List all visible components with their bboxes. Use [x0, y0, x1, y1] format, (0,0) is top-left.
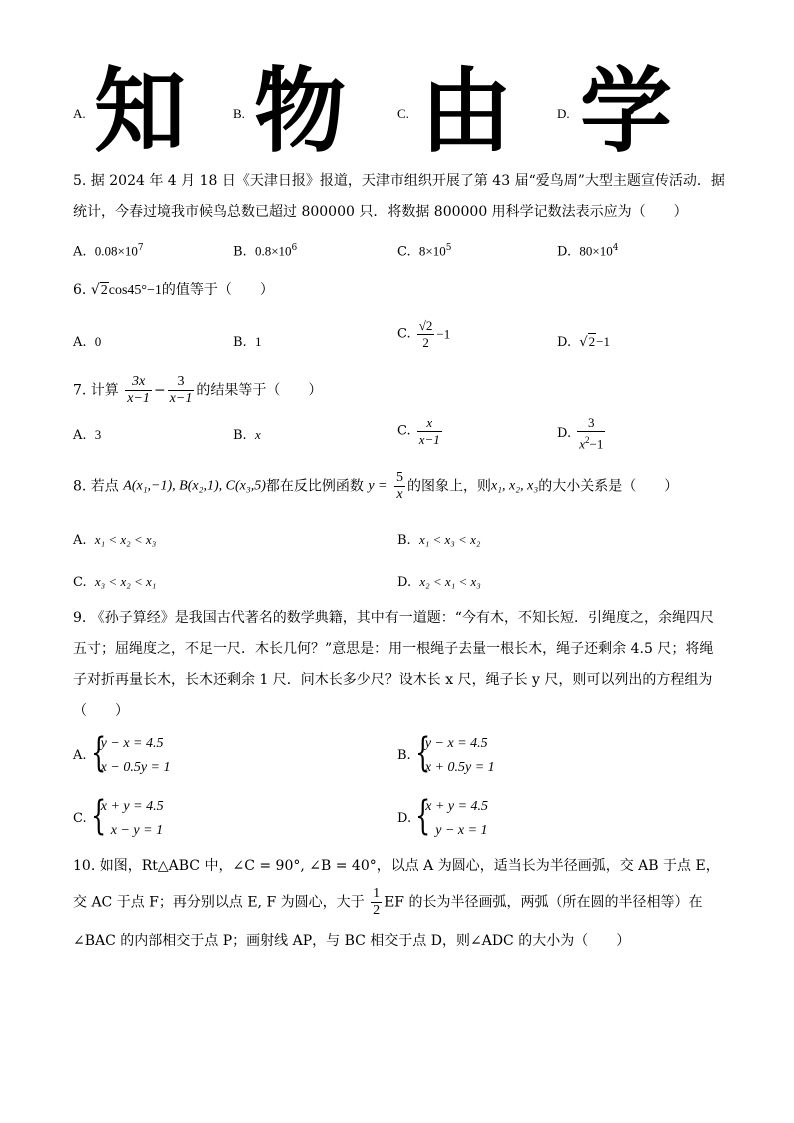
q8-function-lhs: y = — [368, 478, 388, 494]
q8-function-denominator: x — [396, 487, 403, 502]
q7-fraction-2 — [168, 374, 195, 407]
q7-option-d — [557, 415, 607, 453]
q5-option-b-base: 0.8×10 — [254, 243, 292, 259]
q6-stem — [73, 281, 723, 300]
q8-option-c-text: x₃ < x₂ < x₁ — [94, 574, 157, 589]
q7-option-a-value: 3 — [94, 427, 102, 442]
q5-option-b-label: B. — [233, 244, 247, 260]
q7-fraction-1 — [125, 374, 152, 407]
q9-option-c-eq2: x − y = 1 — [110, 823, 164, 838]
q6-option-a — [73, 333, 101, 352]
q7-stem — [73, 374, 723, 407]
q7-option-c-label: C. — [397, 423, 411, 439]
q7-option-b-value: x — [254, 427, 261, 442]
q5-stem — [73, 166, 725, 228]
q5-option-a-label: A. — [73, 244, 87, 260]
q9-option-b-eq1: y − x = 4.5 — [424, 736, 488, 751]
q9-option-c-eq1: x + y = 4.5 — [100, 799, 164, 814]
q7-option-c — [397, 415, 444, 448]
q7-option-c-fraction — [417, 415, 442, 448]
q5-option-c — [397, 239, 451, 261]
q7-option-d-denominator — [577, 432, 605, 453]
q6-option-c-tail: −1 — [436, 326, 451, 342]
q8-function-numerator: 5 — [395, 470, 403, 485]
q8-option-c — [73, 573, 156, 592]
q6-option-d-tail: −1 — [596, 334, 610, 349]
q4-option-a-glyph: 知 — [94, 58, 187, 165]
q9-option-b-brace: { — [414, 730, 431, 776]
q7-suffix: 的结果等于（ ） — [196, 382, 323, 399]
q6-option-c-label: C. — [397, 326, 411, 342]
q9-line-1: 9. 《孙子算经》是我国古代著名的数学典籍，其中有一道题：“今有木，不知长短．引绳度之，余绳四尺 — [73, 610, 714, 626]
q10-line-2-pre: 交 AC 于点 F；再分别以点 E, F 为圆心，大于 — [73, 894, 365, 911]
q6-option-d-sqrt: √2 — [579, 334, 596, 350]
q5-option-a-base: 0.08×10 — [94, 243, 138, 259]
q6-option-a-label: A. — [73, 335, 87, 350]
q8-tail: 的图象上，则 — [406, 478, 491, 495]
q7-fraction-1-numerator: 3x — [125, 374, 152, 391]
q8-function-fraction — [394, 470, 405, 503]
q6-option-b-value: 1 — [254, 334, 262, 349]
q6-number: 6. — [73, 282, 87, 298]
q10-line-2-post: EF 的长为半径画弧，两弧（所在圆的半径相等）在 — [384, 894, 703, 911]
q7-option-c-denominator: x−1 — [418, 432, 440, 447]
q5-option-d-label: D. — [557, 244, 572, 260]
q5-option-d-base: 80×10 — [579, 243, 613, 259]
q7-option-b-label: B. — [233, 428, 247, 443]
q9-option-b — [397, 732, 495, 780]
q6-option-d-radicand: 2 — [588, 334, 596, 349]
q9-option-c-brace: { — [90, 793, 107, 839]
q5-option-c-label: C. — [397, 244, 411, 260]
q9-option-a — [73, 732, 171, 780]
q8-prefix: 8. 若点 — [73, 478, 119, 495]
q9-option-c-system — [91, 795, 164, 843]
q9-option-a-eq1: y − x = 4.5 — [100, 736, 164, 751]
q8-option-a-label: A. — [73, 533, 87, 548]
q8-vars: x₁, x₂, x₃ — [490, 478, 539, 494]
q8-option-a — [73, 531, 156, 550]
q8-option-c-label: C. — [73, 575, 87, 590]
q9-option-d-system — [415, 795, 488, 843]
q10-half-denominator: 2 — [373, 903, 381, 918]
q10-line-3: ∠BAC 的内部相交于点 P；画射线 AP，与 BC 相交于点 D，则∠ADC 的大小为（ ） — [73, 933, 631, 949]
q8-option-b — [397, 531, 480, 550]
q8-mid: 都在反比例函数 — [265, 478, 364, 495]
q6-option-c — [397, 318, 450, 351]
q6-expression: cos45°−1 — [108, 283, 162, 298]
q8-option-d-text: x₂ < x₁ < x₃ — [419, 574, 481, 589]
q7-option-b — [233, 426, 261, 445]
q5-option-a-exp: 7 — [137, 243, 144, 253]
q7-option-d-fraction — [577, 415, 605, 453]
q9-line-3: 子对折再量长木，长木还剩余 1 尺．问木长多少尺？设木长 x 尺，绳子长 y 尺，则可以列出的方程组为 — [73, 672, 713, 688]
q5-option-d — [557, 239, 618, 261]
q8-points: A(x₁,−1), B(x₂,1), C(x₃,5) — [123, 478, 266, 494]
q5-line-1: 5. 据 2024 年 4 月 18 日《天津日报》报道，天津市组织开展了第 43 届“爱鸟周”大型主题宣传活动．据 — [73, 173, 725, 189]
q4-option-a-label: A. — [73, 106, 86, 121]
q7-prefix: 7. 计算 — [73, 382, 119, 399]
q10-line-1: 10. 如图，Rt△ABC 中，∠C = 90°, ∠B = 40°，以点 A 为圆心，适当长为半径画弧，交 AB 于点 E， — [73, 858, 720, 874]
q7-fraction-2-numerator: 3 — [168, 374, 195, 391]
q6-radicand: 2 — [100, 283, 108, 298]
q6-option-b — [233, 333, 261, 352]
q6-option-d-label: D. — [557, 335, 572, 350]
q7-minus: − — [153, 382, 166, 399]
q8-option-d-label: D. — [397, 575, 412, 590]
q8-option-b-text: x₁ < x₃ < x₂ — [418, 532, 481, 547]
q4-option-c-label: C. — [397, 106, 409, 121]
q7-option-a-label: A. — [73, 428, 87, 443]
q4-option-b-glyph: 物 — [254, 58, 347, 165]
q4-option-b-label: B. — [233, 106, 245, 121]
q9-line-2: 五寸；屈绳度之，不足一尺．木长几何？”意思是：用一根绳子去量一根长木，绳子还剩余 4.5 尺；将绳 — [73, 641, 714, 657]
q5-line-2: 统计，今春过境我市候鸟总数已超过 800000 只．将数据 800000 用科学记数法表示应为（ ） — [73, 204, 688, 220]
q9-option-c-label: C. — [73, 811, 87, 826]
q10-half-fraction — [371, 886, 382, 919]
q6-sqrt: √2 — [90, 282, 108, 298]
q5-option-c-base: 8×10 — [418, 243, 446, 259]
q5-option-c-exp: 5 — [445, 243, 452, 253]
q9-option-d-label: D. — [397, 811, 412, 826]
q6-option-c-fraction — [417, 318, 435, 351]
q9-option-b-system — [415, 732, 495, 780]
q9-option-b-label: B. — [397, 748, 411, 763]
q6-option-c-denominator: 2 — [422, 335, 429, 350]
q8-end: 的大小关系是（ ） — [538, 478, 679, 495]
q7-option-d-den-base: x — [579, 436, 586, 452]
q6-option-b-label: B. — [233, 335, 247, 350]
q5-option-a — [73, 239, 144, 261]
q9-option-d-eq1: x + y = 4.5 — [425, 799, 489, 814]
q9-option-a-label: A. — [73, 748, 87, 763]
q7-option-d-label: D. — [557, 426, 572, 442]
q9-line-4: （ ） — [73, 703, 129, 719]
q8-stem — [73, 470, 733, 503]
q10-line-2 — [73, 886, 733, 919]
q9-stem — [73, 603, 725, 727]
q7-option-d-den-tail: −1 — [589, 436, 604, 452]
q9-option-a-brace: { — [90, 730, 106, 776]
q10-half-numerator: 1 — [373, 886, 381, 901]
q7-option-a — [73, 426, 101, 445]
q6-option-d — [557, 333, 610, 352]
q4-option-d-label: D. — [557, 106, 570, 121]
q9-option-d-eq2: y − x = 1 — [435, 823, 488, 838]
q9-option-d — [397, 795, 488, 843]
q8-option-a-text: x₁ < x₂ < x₃ — [94, 532, 157, 547]
q6-suffix: 的值等于（ ） — [161, 282, 274, 298]
q7-fraction-1-denominator: x−1 — [127, 391, 150, 406]
q7-option-d-numerator: 3 — [577, 415, 605, 432]
q8-option-d — [397, 573, 481, 592]
q7-option-d-den-exp: 2 — [585, 435, 590, 445]
q9-option-b-eq2: x + 0.5y = 1 — [424, 760, 495, 775]
q6-option-c-numerator: √2 — [418, 318, 433, 333]
q9-option-c — [73, 795, 164, 843]
q4-option-c-glyph: 由 — [420, 58, 513, 165]
q5-option-b-exp: 6 — [291, 243, 298, 253]
q9-option-d-brace: { — [415, 793, 431, 839]
q9-option-a-eq2: x − 0.5y = 1 — [100, 760, 171, 775]
q8-option-b-label: B. — [397, 533, 411, 548]
q5-option-d-exp: 4 — [612, 243, 619, 253]
q7-fraction-2-denominator: x−1 — [169, 391, 193, 406]
q4-option-d-glyph: 学 — [580, 58, 673, 165]
q6-option-a-value: 0 — [94, 334, 102, 349]
q7-option-c-numerator: x — [417, 415, 442, 432]
q9-option-a-system — [91, 732, 171, 780]
q5-option-b — [233, 239, 297, 261]
